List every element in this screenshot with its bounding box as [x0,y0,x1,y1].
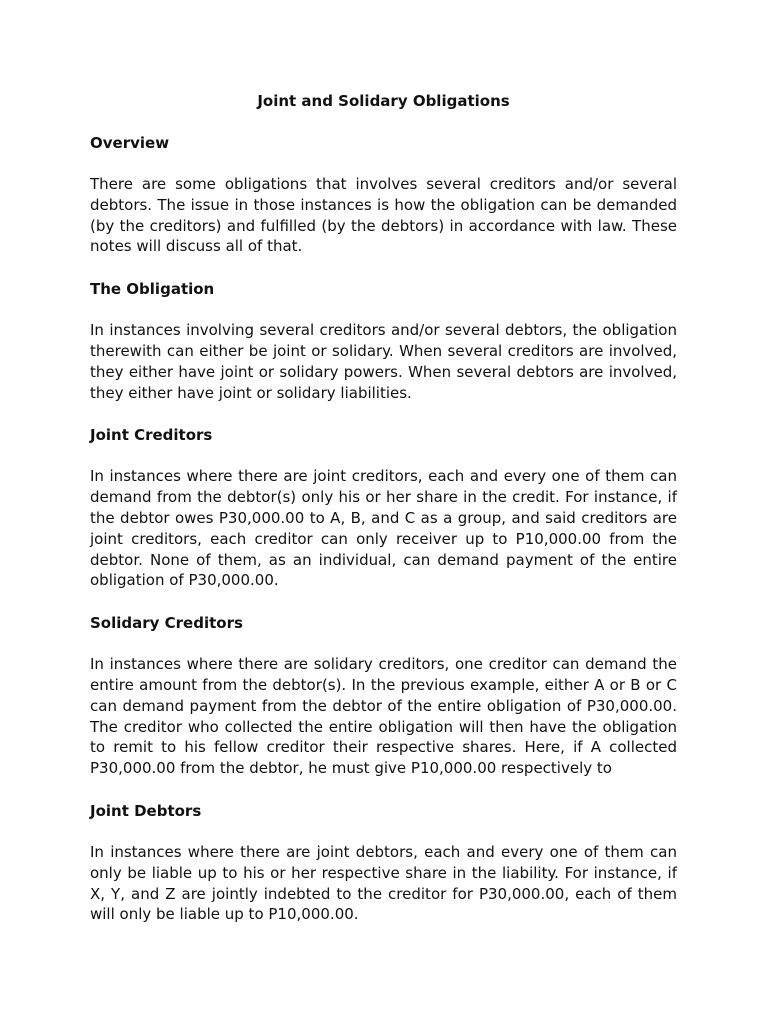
document-page [90,90,677,946]
document-title: Joint and Solidary Obligations [257,92,510,110]
paragraph-solidary-creditors: In instances where there are solidary creditors, one creditor can demand the entire amount from the debtor(s). In the previous example, either A or B or C can demand payment from the debtor of the entire obligation of P30,000.00. The creditor who collected the entire obligation will then have the obligation to remit to his fellow creditor their respective shares. Here, if A collected P30,000.00 from the debtor, he must give P10,000.00 respectively to [90,655,677,778]
heading-solidary-creditors: Solidary Creditors [90,614,243,633]
paragraph-overview: There are some obligations that involves several creditors and/or several debtors. The issue in those instances is how the obligation can be demanded (by the creditors) and fulfilled (by the debtors) in accordance with law. These notes will discuss all of that. [90,175,677,256]
heading-joint-creditors: Joint Creditors [90,426,213,445]
heading-overview: Overview [90,134,170,152]
heading-joint-debtors: Joint Debtors [90,801,202,820]
paragraph-joint-debtors: In instances where there are joint debtors, each and every one of them can only be liable up to his or her respective share in the liability. For instance, if X, Y, and Z are jointly indebted to the creditor for P30,000.00, each of them will only be liable up to P10,000.00. [90,842,677,924]
heading-the-obligation: The Obligation [90,280,215,299]
paragraph-the-obligation: In instances involving several creditors and/or several debtors, the obligation therewith can either be joint or solidary. When several creditors are involved, they either have joint or solidary powers. When several debtors are involved, they either have joint or solidary liabilities. [90,321,677,402]
paragraph-joint-creditors: In instances where there are joint creditors, each and every one of them can demand from the debtor(s) only his or her share in the credit. For instance, if the debtor owes P30,000.00 to A, B, and C as a group, and said creditors are joint creditors, each creditor can only receiver up to P10,000.00 from the debtor. None of them, as an individual, can demand payment of the entire obligation of P30,000.00. [90,467,677,590]
